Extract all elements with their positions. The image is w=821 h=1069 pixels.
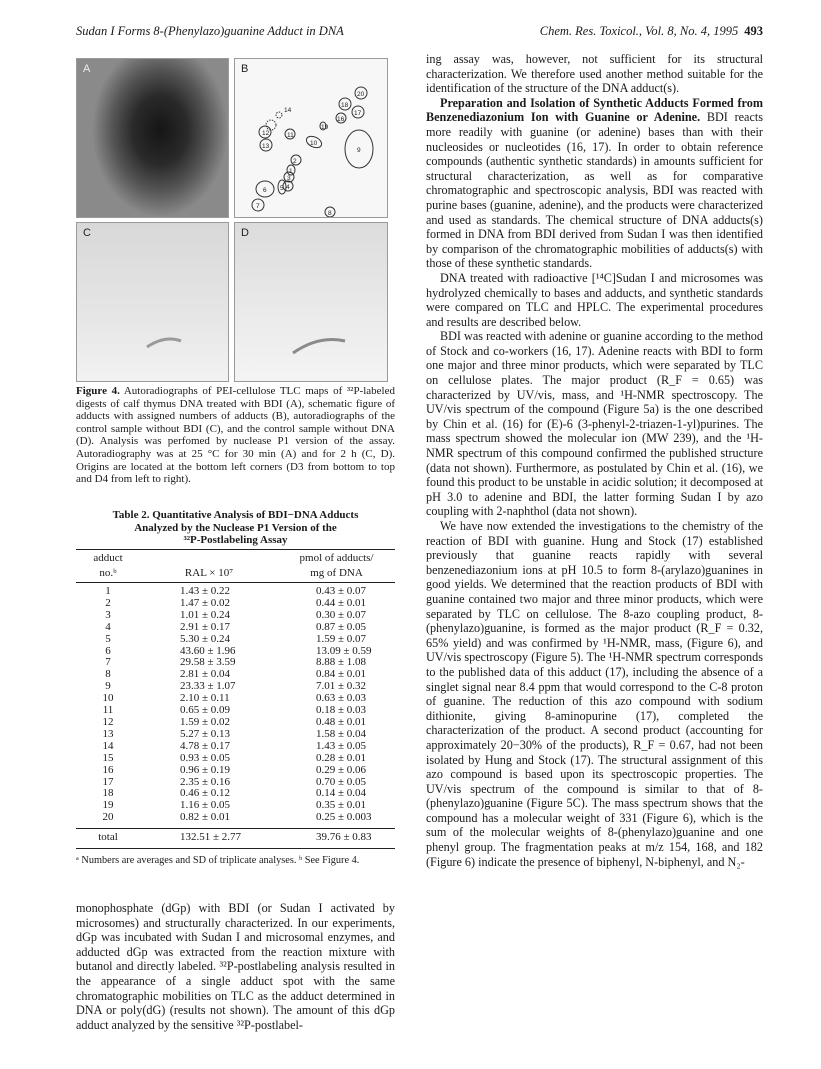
spot-11	[285, 129, 295, 139]
cell-adduct-no: 5	[105, 632, 111, 645]
adduct-schematic	[235, 59, 387, 217]
figure-panel-d	[234, 222, 388, 382]
running-header	[76, 24, 763, 42]
cell-ral: 4.78 ± 0.17	[180, 739, 231, 752]
spot-label-12: 12	[262, 130, 270, 137]
cell-pmol: 0.63 ± 0.03	[316, 692, 367, 705]
cell-ral: 5.27 ± 0.13	[180, 727, 231, 740]
table-row	[76, 741, 395, 753]
cell-pmol: 0.44 ± 0.01	[316, 596, 367, 609]
spot-14	[276, 107, 292, 118]
cell-adduct-no: 20	[102, 811, 114, 824]
spot-label-9: 9	[357, 147, 361, 154]
table-row	[76, 765, 395, 777]
table-title-line: Analyzed by the Nuclease P1 Version of the	[134, 521, 337, 534]
spot-label-6: 6	[263, 187, 267, 194]
cell-ral: 23.33 ± 1.07	[180, 680, 236, 693]
panel-label-b: B	[241, 63, 249, 75]
spot-label-8: 8	[328, 210, 332, 217]
paragraph-2	[426, 96, 763, 271]
cell-adduct-no: 4	[105, 620, 111, 633]
spot-2	[291, 155, 301, 165]
cell-pmol: 0.25 ± 0.003	[316, 811, 372, 824]
spot-17	[352, 106, 364, 118]
cell-adduct-no: 15	[102, 751, 114, 764]
control-spot-d	[235, 223, 387, 381]
table-row	[76, 610, 395, 622]
table-row	[76, 753, 395, 765]
cell-ral: 0.93 ± 0.05	[180, 751, 231, 764]
cell-adduct-no: 1	[105, 585, 111, 597]
table-row	[76, 634, 395, 646]
cell-pmol: 0.87 ± 0.05	[316, 620, 367, 633]
spot-label-5: 5	[280, 185, 284, 192]
panel-label-d: D	[241, 227, 249, 239]
cell-pmol: 0.48 ± 0.01	[316, 715, 367, 728]
spot-label-16: 16	[337, 116, 345, 123]
cell-ral: 1.43 ± 0.22	[180, 585, 231, 597]
cell-ral: 0.96 ± 0.19	[180, 763, 231, 776]
spot-7	[252, 199, 264, 211]
cell-ral: 43.60 ± 1.96	[180, 644, 236, 657]
total-pmol: 39.76 ± 0.83	[278, 829, 395, 849]
cell-adduct-no: 6	[105, 644, 111, 657]
cell-ral: 1.16 ± 0.05	[180, 799, 231, 812]
cell-pmol: 0.43 ± 0.07	[316, 585, 367, 597]
spot-1	[287, 165, 295, 175]
cell-pmol: 1.58 ± 0.04	[316, 727, 367, 740]
body-text-left: monophosphate (dGp) with BDI (or Sudan I activated by microsomes) and structurally characterized. In our experiments, dGp was incubated with Sudan I and microsomal enzymes, and adducted dGp was extracted from the reaction mixture with butanol and directly labeled. ³²P-postlabeling analysis resulted in the appearance of a single adduct spot with the same chromatographic mobilities on TLC as the adduct determined in DNA or poly(dG) (results not shown). The amount of this dGp adduct analyzed by the sensitive ³²P-postlabel-	[76, 901, 395, 1032]
table-row	[76, 622, 395, 634]
journal-citation: Chem. Res. Toxicol., Vol. 8, No. 4, 1995 493	[539, 24, 763, 38]
page-number: 493	[744, 24, 763, 38]
cell-adduct-no: 2	[105, 596, 111, 609]
figure-caption-label: Figure 4.	[76, 385, 120, 397]
cell-ral: 1.47 ± 0.02	[180, 596, 231, 609]
cell-adduct-no: 3	[105, 608, 111, 621]
spot-9	[345, 130, 373, 168]
figure-panel-a	[76, 58, 229, 218]
total-ral: 132.51 ± 2.77	[140, 829, 278, 849]
paragraph-1: ing assay was, however, not sufficient for its structural characterization. We therefore used another method suitable for the identification of the structure of the DNA adduct(s).	[426, 52, 763, 96]
table-title-line: ³²P-Postlabeling Assay	[183, 534, 288, 547]
table-row	[76, 812, 395, 828]
cell-ral: 2.35 ± 0.16	[180, 775, 231, 788]
cell-adduct-no: 8	[105, 668, 111, 681]
col-header-adduct: adduct	[76, 550, 140, 567]
section-heading: Preparation and Isolation of Synthetic Adducts Formed from Benzenediazonium Ion with Guanine or Adenine.	[426, 95, 763, 125]
spot-label-10: 10	[310, 140, 318, 147]
spot-label-11: 11	[287, 132, 294, 139]
table-row	[76, 583, 395, 598]
cell-ral: 0.65 ± 0.09	[180, 704, 231, 717]
spot-label-2: 2	[293, 158, 297, 165]
col-header-pmol: pmol of adducts/	[278, 550, 395, 567]
cell-ral: 0.46 ± 0.12	[180, 787, 231, 800]
cell-adduct-no: 14	[102, 739, 114, 752]
figure-caption-text: Autoradiographs of PEI-cellulose TLC maps of ³²P-labeled digests of calf thymus DNA treated with BDI (A), schematic figure of adducts with assigned numbers of adducts (B), autoradiographs of the control sample without BDI (C), and the control sample without DNA (D). Analysis was perfomed by nuclease P1 version of the assay. Autoradiography was at 25 °C for 30 min (A) and for 2 h (C, D). Origins are located at the bottom left corners (D3 from bottom to top and D4 from left to right).	[76, 385, 395, 486]
paragraph-4: BDI was reacted with adenine or guanine according to the method of Stock and co-workers (16, 17). Adenine reacts with BDI to form one major and three minor products, which were separated by TLC on cellulose plates. The major product (R_F = 0.65) was characterized by UV/vis, mass, and ¹H-NMR spectroscopy. The UV/vis spectrum of the compound (Figure 5a) is the one described by Chin et al. (16) for (E)-6 (3-phenyl-2-triazen-1-yl)purines. The mass spectrum showed the molecular ion (MW 239), and the ¹H-NMR spectrum of this compound confirmed the published structure (data not shown). Furthermore, as postulated by Chin et al. (16), we found this product to be unstable in acidic solution; it decomposed at pH 3.0 to adenine and BDI, the latter forming Sudan I by azo coupling with 2-naphthol (data not shown).	[426, 329, 763, 519]
spot-label-20: 20	[357, 91, 365, 98]
cell-adduct-no: 7	[105, 656, 111, 669]
control-spot-c	[77, 223, 228, 381]
cell-adduct-no: 12	[102, 715, 114, 728]
spot-10	[305, 134, 324, 150]
cell-ral: 1.59 ± 0.02	[180, 715, 231, 728]
cell-pmol: 8.88 ± 1.08	[316, 656, 367, 669]
adduct-table	[76, 549, 395, 849]
table-total-row	[76, 829, 395, 849]
cell-adduct-no: 10	[102, 692, 114, 705]
table-footnote: ᵃ Numbers are averages and SD of triplicate analyses. ᵇ See Figure 4.	[76, 855, 360, 866]
col-header-mg-dna: mg of DNA	[278, 566, 395, 583]
cell-ral: 2.81 ± 0.04	[180, 668, 231, 681]
cell-pmol: 0.29 ± 0.06	[316, 763, 367, 776]
col-header-adduct-no: no.ᵇ	[76, 566, 140, 583]
cell-pmol: 13.09 ± 0.59	[316, 644, 372, 657]
paragraph-2-text: BDI reacts more readily with guanine (or adenine) bases than with their nucleosides or nucleotides (16, 17). In order to obtain reference compounds (authentic synthetic standards) in amounts sufficient for structural characterization, as well as for comparative chromatographic and spectroscopic analysis, BDI was reacted with purine bases (guanine, adenine), and the products were characterized and used as standards. The chemical structure of DNA adducts(s) formed in DNA from BDI derived from Sudan I was then identified by comparison of the chromatographic mobilities of adducts(s) with those of these synthetic standards.	[426, 110, 764, 271]
spot-label-1: 1	[289, 168, 293, 175]
cell-pmol: 0.14 ± 0.04	[316, 787, 367, 800]
cell-ral: 0.82 ± 0.01	[180, 811, 231, 824]
spot-13	[260, 139, 272, 151]
spot-4	[283, 181, 293, 191]
table-body	[76, 583, 395, 829]
panel-label-c: C	[83, 227, 91, 239]
cell-pmol: 1.43 ± 0.05	[316, 739, 367, 752]
figure-caption	[76, 385, 395, 486]
cell-ral: 2.10 ± 0.11	[180, 692, 230, 705]
cell-ral: 29.58 ± 3.59	[180, 656, 236, 669]
cell-adduct-no: 13	[102, 727, 114, 740]
spot-label-18: 18	[341, 102, 349, 109]
cell-pmol: 0.84 ± 0.01	[316, 668, 367, 681]
spot-label-17: 17	[354, 110, 362, 117]
cell-adduct-no: 19	[102, 799, 114, 812]
cell-pmol: 1.59 ± 0.07	[316, 632, 367, 645]
spot-label-13: 13	[262, 143, 270, 150]
spot-label-3: 3	[287, 175, 291, 182]
spot-8	[325, 207, 335, 217]
cell-pmol: 0.28 ± 0.01	[316, 751, 367, 764]
paragraph-5: We have now extended the investigations to the chemistry of the reaction of BDI with guanine. Hung and Stock (17) established previously that guanine reacts rapidly with several benzenediazonium ions at pH 10.5 to form 8-(arylazo)guanines in good yields. We determined that the reaction products of BDI with guanine contained two major and three minor products, which were separated by TLC on cellulose. The 8-azo coupling product, 8-(phenylazo)guanine, is formed as the major product (R_F = 0.32, 65% yield) and was confirmed by ¹H-NMR, mass, (Figure 6), and UV/vis spectroscopy (Figure 5). The ¹H-NMR spectrum corresponds to the published data of this adduct (17), including the absence of a singlet signal near 8.4 ppm that would correspond to the C-8 proton of guanine. The reduction of this azo compound with sodium dithionite, giving 8-aminopurine (17), completed the characterization of the product. A second product (accounting for approximately 20−30% of the products), R_F = 0.67, had not been isolated by Hung and Stock (17). The structural assignment of this azo compound is based upon its spectroscopic properties. The UV/vis spectrum of the compound is similar to that of 8-(phenylazo)guanine (Figure 5C). The mass spectrum shows that the compound has a molecular weight of 331 (Figure 6), which is the sum of the molecular weights of 8-(phenylazo)guanine and one phenyl group. The fragmentation peaks at m/z 154, 168, and 182 (Figure 6) indicate the presence of biphenyl, N-biphenyl, and N₂-	[426, 519, 763, 869]
cell-pmol: 0.35 ± 0.01	[316, 799, 367, 812]
running-title: Sudan I Forms 8-(Phenylazo)guanine Adduct in DNA	[76, 24, 344, 38]
cell-ral: 2.91 ± 0.17	[180, 620, 231, 633]
cell-pmol: 0.30 ± 0.07	[316, 608, 367, 621]
spot-label-4: 4	[286, 184, 290, 191]
table-title	[76, 509, 395, 547]
cell-adduct-no: 9	[105, 680, 111, 693]
col-header-ral: RAL × 10⁷	[140, 566, 278, 583]
spot-label-19: 19	[321, 124, 329, 131]
spot-18	[339, 98, 351, 110]
spot-15	[266, 120, 276, 130]
spot-12	[259, 126, 271, 138]
right-column	[426, 52, 763, 869]
cell-ral: 1.01 ± 0.24	[180, 608, 231, 621]
cell-pmol: 0.18 ± 0.03	[316, 704, 367, 717]
spot-6	[256, 181, 274, 197]
spot-20	[355, 87, 367, 99]
spot-label-7: 7	[256, 203, 260, 210]
paragraph-3: DNA treated with radioactive [¹⁴C]Sudan I and microsomes was hydrolyzed chemically to bases and adducts, and synthetic standards were compared on TLC and HPLC. The experimental procedures and results are described below.	[426, 270, 763, 329]
table-row	[76, 729, 395, 741]
spot-5	[278, 180, 286, 194]
cell-adduct-no: 17	[102, 775, 114, 788]
figure-panel-b	[234, 58, 388, 218]
spot-19	[320, 122, 329, 131]
cell-ral: 5.30 ± 0.24	[180, 632, 231, 645]
total-label: total	[76, 829, 140, 849]
cell-pmol: 7.01 ± 0.32	[316, 680, 367, 693]
spot-16	[336, 113, 346, 123]
panel-label-a: A	[83, 63, 91, 75]
spot-label-14: 14	[284, 107, 292, 114]
cell-pmol: 0.70 ± 0.05	[316, 775, 367, 788]
cell-adduct-no: 18	[102, 787, 114, 800]
cell-adduct-no: 16	[102, 763, 114, 776]
cell-adduct-no: 11	[102, 704, 114, 717]
figure-panel-c	[76, 222, 229, 382]
table-title-line: Table 2. Quantitative Analysis of BDI−DNA Adducts	[112, 509, 359, 521]
